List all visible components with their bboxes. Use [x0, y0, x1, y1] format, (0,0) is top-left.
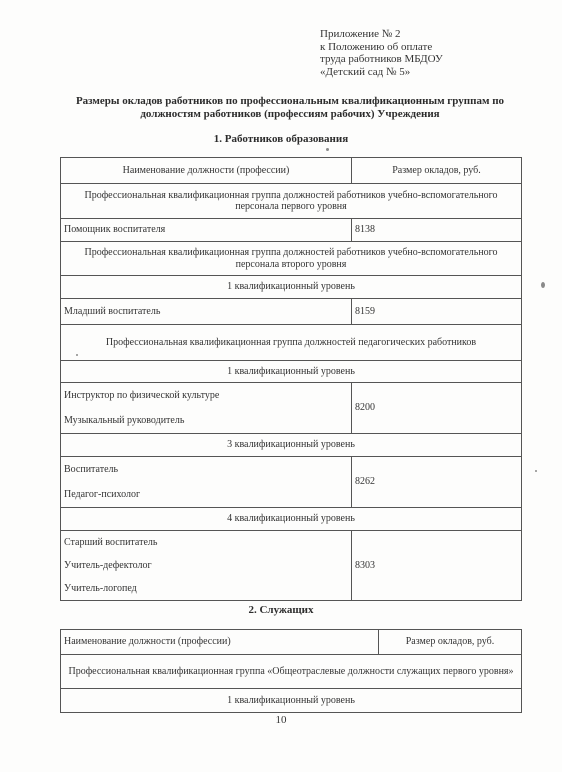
group-name: Профессиональная квалификационная группа должностей работников учебно-вспомогательного персонала первого уровня [61, 184, 522, 219]
table-row [61, 299, 522, 325]
appendix-header [320, 28, 443, 78]
scan-speck [541, 282, 545, 288]
position-cell: Младший воспитатель [61, 299, 352, 325]
scan-speck [76, 354, 78, 356]
position-list [61, 383, 352, 434]
position-cell: Помощник воспитателя [61, 219, 352, 242]
table-header-row [61, 630, 522, 655]
position-cell: Учитель-логопед [64, 582, 137, 594]
document-title: Размеры окладов работников по профессиональным квалификационным группам по должностям работников (профессиям рабочих) Учреждения [75, 95, 505, 120]
table-header-row [61, 158, 522, 184]
section-title: 1. Работников образования [213, 133, 349, 145]
table-row [61, 383, 522, 434]
group-name: Профессиональная квалификационная группа должностей педагогических работников [61, 325, 522, 361]
column-header-position: Наименование должности (профессии) [61, 630, 379, 655]
group-row [61, 655, 522, 689]
qualification-level: 4 квалификационный уровень [61, 508, 522, 531]
appendix-line: «Детский сад № 5» [320, 65, 411, 78]
column-header-salary: Размер окладов, руб. [379, 630, 522, 655]
position-list [61, 457, 352, 508]
salary-cell: 8303 [352, 531, 522, 601]
scan-speck [535, 470, 537, 472]
position-cell: Педагог-психолог [64, 488, 141, 500]
level-row [61, 689, 522, 713]
position-cell: Старший воспитатель [64, 536, 158, 548]
table-row [61, 531, 522, 601]
level-row [61, 434, 522, 457]
salary-cell: 8159 [352, 299, 522, 325]
appendix-line: к Положению об оплате [320, 40, 433, 53]
qualification-level: 1 квалификационный уровень [61, 276, 522, 299]
group-name: Профессиональная квалификационная группа «Общеотраслевые должности служащих первого уровня» [61, 655, 522, 689]
group-row [61, 242, 522, 276]
qualification-level: 3 квалификационный уровень [61, 434, 522, 457]
salary-cell: 8200 [352, 383, 522, 434]
qualification-level: 1 квалификационный уровень [61, 361, 522, 383]
group-row [61, 184, 522, 219]
position-cell: Музыкальный руководитель [64, 414, 185, 426]
position-cell: Учитель-дефектолог [64, 559, 152, 571]
page-number: 10 [275, 714, 287, 726]
scan-speck [326, 148, 329, 151]
position-cell: Инструктор по физической культуре [64, 389, 220, 401]
salary-cell: 8138 [352, 219, 522, 242]
column-header-position: Наименование должности (профессии) [61, 158, 352, 184]
level-row [61, 276, 522, 299]
salary-cell: 8262 [352, 457, 522, 508]
table-row [61, 219, 522, 242]
table-row [61, 457, 522, 508]
column-header-salary: Размер окладов, руб. [352, 158, 522, 184]
section-title: 2. Служащих [248, 604, 314, 616]
appendix-line: труда работников МБДОУ [320, 53, 443, 65]
position-cell: Воспитатель [64, 463, 119, 475]
position-list [61, 531, 352, 601]
group-row [61, 325, 522, 361]
salary-table-education [60, 157, 522, 601]
salary-table-employees [60, 629, 522, 713]
group-name: Профессиональная квалификационная группа должностей работников учебно-вспомогательного персонала второго уровня [61, 242, 522, 276]
level-row [61, 508, 522, 531]
qualification-level: 1 квалификационный уровень [61, 689, 522, 713]
level-row [61, 361, 522, 383]
appendix-line: Приложение № 2 [320, 28, 401, 40]
